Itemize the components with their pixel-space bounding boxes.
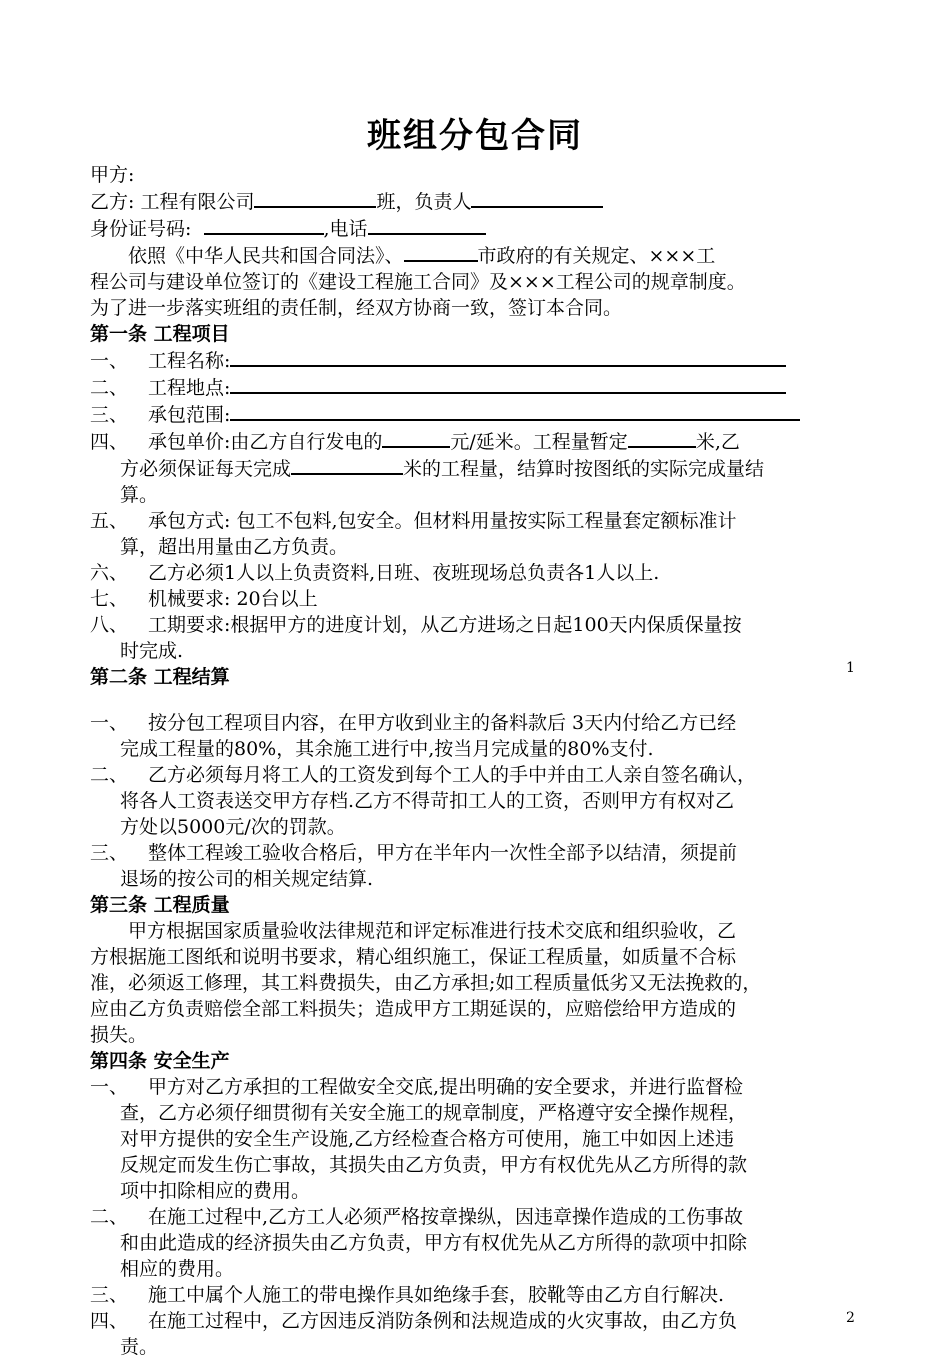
a4-item-2-cont: 和由此造成的经济损失由乙方负责，甲方有权优先从乙方所得的款项中扣除 bbox=[120, 1232, 748, 1254]
quantity-blank[interactable] bbox=[628, 428, 696, 448]
city-blank[interactable] bbox=[404, 242, 478, 262]
id-blank[interactable] bbox=[204, 215, 324, 235]
article-1-heading: 第一条 工程项目 bbox=[90, 323, 230, 345]
a4-item-3 bbox=[90, 1282, 880, 1308]
unit-price-blank[interactable] bbox=[382, 428, 450, 448]
project-name-blank[interactable] bbox=[230, 347, 786, 367]
preamble-text-1: 依照《中华人民共和国合同法》、 bbox=[128, 245, 404, 267]
a1-item-8 bbox=[90, 612, 880, 638]
party-a-line: 甲方: bbox=[90, 164, 135, 186]
a3-line-2: 方根据施工图纸和说明书要求，精心组织施工，保证工程质量，如质量不合标 bbox=[90, 946, 737, 968]
page-number-1: 1 bbox=[846, 660, 855, 676]
a4-item-1-cont3: 反规定而发生伤亡事故，其损失由乙方负责，甲方有权优先从乙方所得的款 bbox=[120, 1154, 748, 1176]
item-number: 六、 bbox=[90, 562, 129, 584]
a3-line-5: 损失。 bbox=[90, 1024, 148, 1046]
a2-item-3-cont: 退场的按公司的相关规定结算. bbox=[120, 868, 374, 890]
a4-item-4-cont: 责。 bbox=[120, 1336, 159, 1358]
article-2-heading: 第二条 工程结算 bbox=[90, 666, 230, 688]
item-text: 工程地点: bbox=[148, 377, 231, 399]
item-text: 工期要求:根据甲方的进度计划，从乙方进场之日起100天内保质保量按 bbox=[148, 614, 742, 636]
article-3-heading: 第三条 工程质量 bbox=[90, 894, 230, 916]
a4-item-4 bbox=[90, 1308, 880, 1334]
item-number: 三、 bbox=[90, 404, 129, 426]
item-text: 乙方必须1人以上负责资料,日班、夜班现场总负责各1人以上. bbox=[148, 562, 660, 584]
phone-label: ,电话 bbox=[323, 218, 368, 240]
item-text: 承包单价:由乙方自行发电的 bbox=[148, 431, 383, 453]
a4-item-1-cont: 查，乙方必须仔细贯彻有关安全施工的规章制度，严格遵守安全操作规程， bbox=[120, 1102, 748, 1124]
id-line bbox=[90, 215, 880, 242]
preamble-line-1 bbox=[90, 242, 880, 269]
item-text: 在施工过程中，乙方因违反消防条例和法规造成的火灾事故，由乙方负 bbox=[148, 1310, 738, 1332]
a3-line-4: 应由乙方负责赔偿全部工料损失；造成甲方工期延误的，应赔偿给甲方造成的 bbox=[90, 998, 737, 1020]
a1-item-4-cont2: 算。 bbox=[120, 484, 159, 506]
team-blank[interactable] bbox=[254, 188, 376, 208]
item-number: 二、 bbox=[90, 764, 129, 786]
contract-body bbox=[90, 162, 880, 1360]
item-text: 按分包工程项目内容，在甲方收到业主的备料款后 3天内付给乙方已经 bbox=[148, 712, 737, 734]
item-text: 施工中属个人施工的带电操作具如绝缘手套，胶靴等由乙方自行解决. bbox=[148, 1284, 725, 1306]
leader-blank[interactable] bbox=[471, 188, 603, 208]
a1-item-1 bbox=[90, 347, 880, 374]
a1-item-2 bbox=[90, 374, 880, 401]
a2-item-2 bbox=[90, 762, 880, 788]
item-text: 米的工程量，结算时按图纸的实际完成量结 bbox=[403, 458, 765, 480]
item-number: 四、 bbox=[90, 431, 129, 453]
a1-item-3 bbox=[90, 401, 880, 428]
item-text: 整体工程竣工验收合格后，甲方在半年内一次性全部予以结清，须提前 bbox=[148, 842, 738, 864]
page-title: 班组分包合同 bbox=[367, 116, 583, 156]
party-b-line bbox=[90, 188, 880, 215]
party-b-mid: 班，负责人 bbox=[376, 191, 472, 213]
item-number: 三、 bbox=[90, 842, 129, 864]
a2-item-3 bbox=[90, 840, 880, 866]
item-text: 乙方必须每月将工人的工资发到每个工人的手中并由工人亲自签名确认， bbox=[148, 764, 757, 786]
item-number: 二、 bbox=[90, 377, 129, 399]
item-number: 一、 bbox=[90, 712, 129, 734]
a2-item-2-cont: 将各人工资表送交甲方存档.乙方不得苛扣工人的工资，否则甲方有权对乙 bbox=[120, 790, 735, 812]
a3-line-3: 准，必须返工修理，其工料费损失，由乙方承担;如工程质量低劣又无法挽救的， bbox=[90, 972, 762, 994]
a4-item-2-cont2: 相应的费用。 bbox=[120, 1258, 235, 1280]
preamble-text-2: 市政府的有关规定、×××工 bbox=[477, 245, 716, 267]
a4-item-2 bbox=[90, 1204, 880, 1230]
item-text: 机械要求: 20台以上 bbox=[148, 588, 318, 610]
a1-item-5 bbox=[90, 508, 880, 534]
item-text: 元/延米。工程量暂定 bbox=[450, 431, 628, 453]
party-b-label: 乙方: 工程有限公司 bbox=[90, 191, 255, 213]
item-number: 一、 bbox=[90, 1076, 129, 1098]
phone-blank[interactable] bbox=[368, 215, 486, 235]
item-text: 承包方式: 包工不包料,包安全。但材料用量按实际工程量套定额标准计 bbox=[148, 510, 737, 532]
item-number: 四、 bbox=[90, 1310, 129, 1332]
preamble-line-2: 程公司与建设单位签订的《建设工程施工合同》及×××工程公司的规章制度。 bbox=[90, 271, 746, 293]
a4-item-1-cont4: 项中扣除相应的费用。 bbox=[120, 1180, 311, 1202]
a2-item-1 bbox=[90, 710, 880, 736]
item-text: 甲方对乙方承担的工程做安全交底,提出明确的安全要求，并进行监督检 bbox=[148, 1076, 744, 1098]
a4-item-1-cont2: 对甲方提供的安全生产设施,乙方经检查合格方可使用，施工中如因上述违 bbox=[120, 1128, 735, 1150]
item-number: 一、 bbox=[90, 350, 129, 372]
a2-item-1-cont: 完成工程量的80%，其余施工进行中,按当月完成量的80%支付. bbox=[120, 738, 654, 760]
preamble-line-3: 为了进一步落实班组的责任制，经双方协商一致，签订本合同。 bbox=[90, 297, 623, 319]
scope-blank[interactable] bbox=[230, 401, 800, 421]
item-text: 在施工过程中,乙方工人必须严格按章操纵，因违章操作造成的工伤事故 bbox=[148, 1206, 744, 1228]
item-text: 承包范围: bbox=[148, 404, 231, 426]
a1-item-4 bbox=[90, 428, 880, 455]
a1-item-8-cont: 时完成. bbox=[120, 640, 184, 662]
item-number: 三、 bbox=[90, 1284, 129, 1306]
a1-item-5-cont: 算，超出用量由乙方负责。 bbox=[120, 536, 349, 558]
item-text: 米,乙 bbox=[695, 431, 740, 453]
item-text: 工程名称: bbox=[148, 350, 231, 372]
a4-item-1 bbox=[90, 1074, 880, 1100]
id-label: 身份证号码: bbox=[90, 218, 192, 240]
daily-quantity-blank[interactable] bbox=[291, 455, 403, 475]
a1-item-7 bbox=[90, 586, 880, 612]
item-number: 二、 bbox=[90, 1206, 129, 1228]
a1-item-6 bbox=[90, 560, 880, 586]
a3-line-1: 甲方根据国家质量验收法律规范和评定标准进行技术交底和组织验收，乙 bbox=[128, 920, 737, 942]
item-text: 方必须保证每天完成 bbox=[120, 458, 292, 480]
item-number: 七、 bbox=[90, 588, 129, 610]
page-break-1 bbox=[90, 690, 880, 710]
project-location-blank[interactable] bbox=[230, 374, 786, 394]
page-number-2: 2 bbox=[846, 1310, 855, 1326]
a2-item-2-cont2: 方处以5000元/次的罚款。 bbox=[120, 816, 346, 838]
article-4-heading: 第四条 安全生产 bbox=[90, 1050, 230, 1072]
item-number: 八、 bbox=[90, 614, 129, 636]
item-number: 五、 bbox=[90, 510, 129, 532]
a1-item-4-cont bbox=[90, 455, 880, 482]
